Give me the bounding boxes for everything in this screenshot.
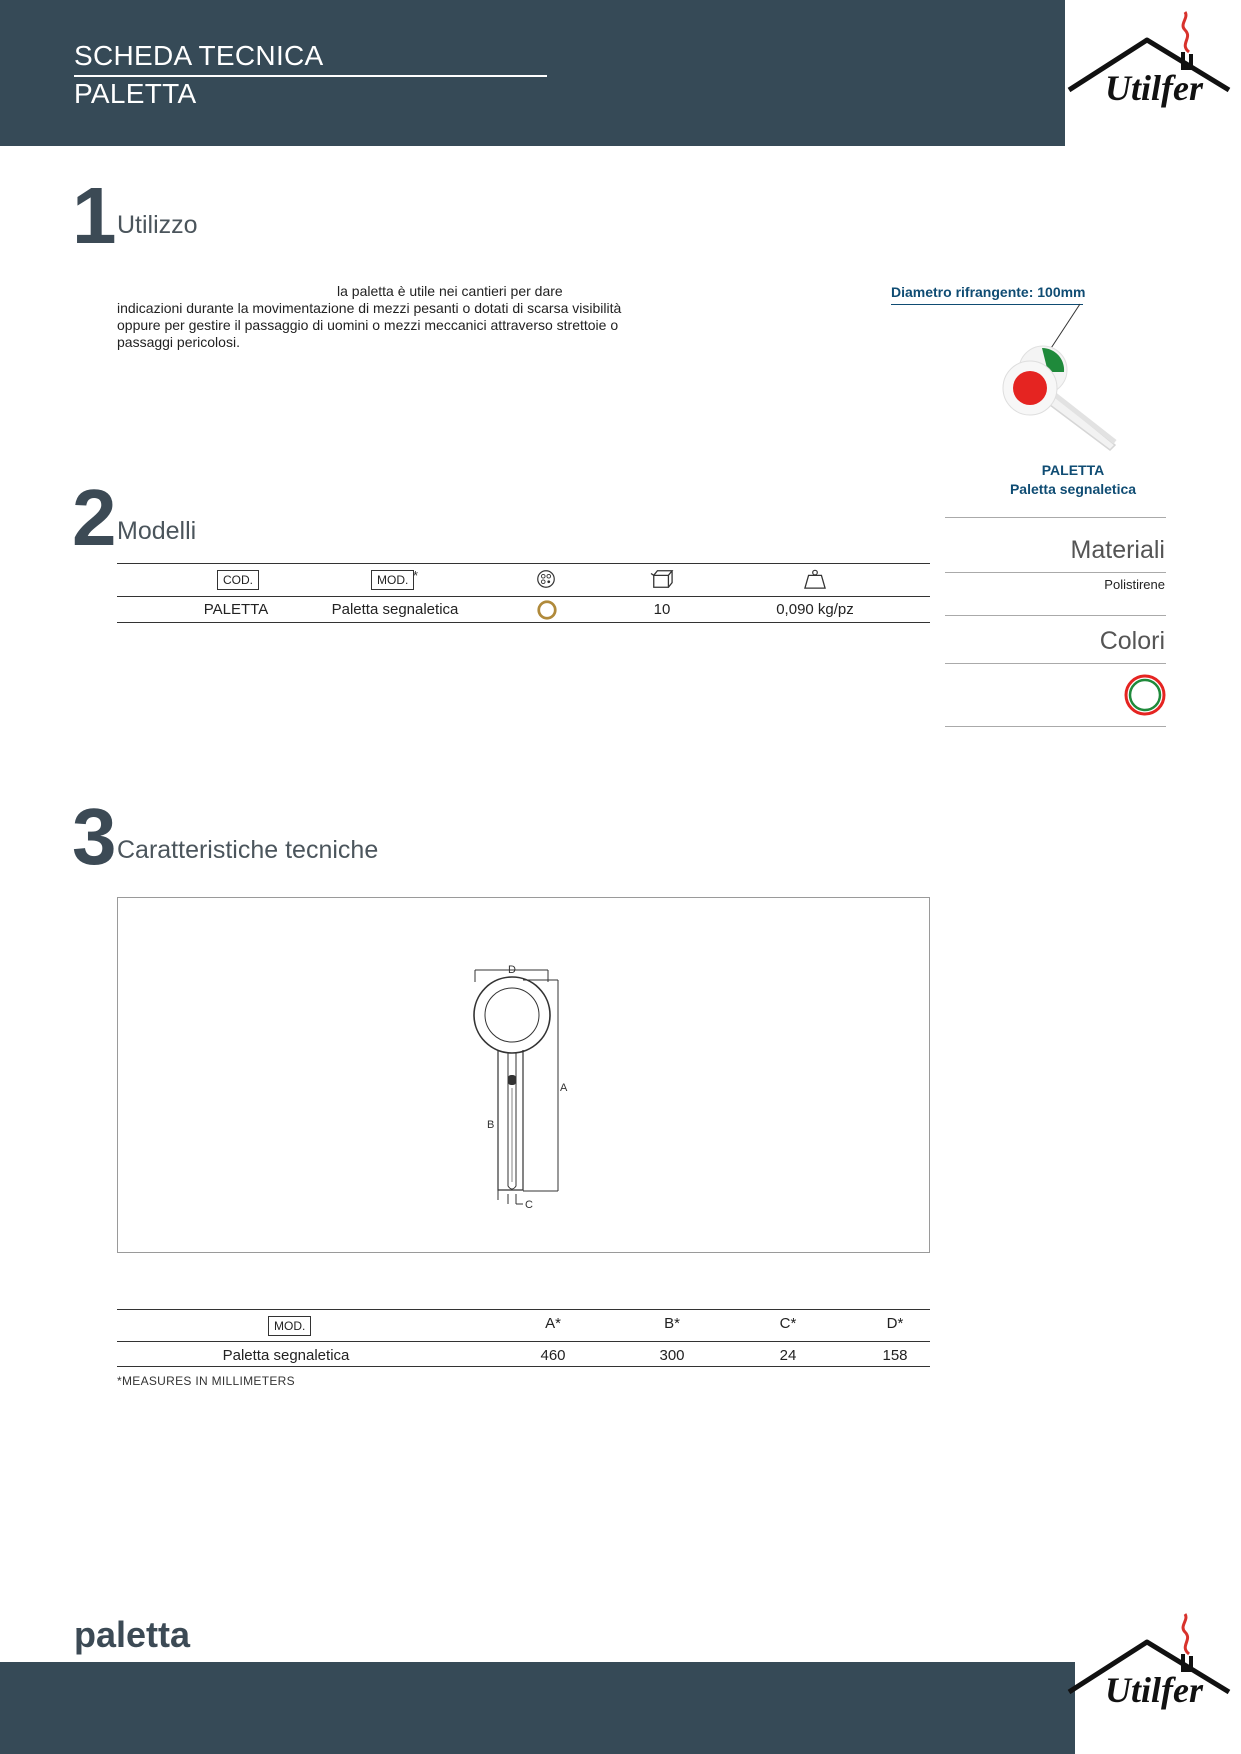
dims-b-header: B* xyxy=(664,1315,680,1332)
product-name: PALETTA xyxy=(1041,462,1105,478)
model-weight-cell: 0,090 kg/pz xyxy=(776,601,854,618)
dim-label-d: D xyxy=(508,964,516,976)
usage-text xyxy=(117,283,657,351)
section-2-title: Modelli xyxy=(117,517,197,545)
mod-header-star: * xyxy=(413,568,419,583)
red-disc xyxy=(1013,371,1047,405)
models-table-top-rule xyxy=(117,563,930,564)
weight-icon xyxy=(802,568,828,590)
logo-text: Utilfer xyxy=(1105,68,1203,108)
footer-band xyxy=(0,1662,1075,1754)
model-qty-cell: 10 xyxy=(653,601,671,618)
technical-drawing xyxy=(465,960,585,1220)
section-1-number: 1 xyxy=(72,171,117,260)
product-desc: Paletta segnaletica xyxy=(1009,481,1137,497)
section-1-title: Utilizzo xyxy=(117,211,198,239)
dim-label-b: B xyxy=(487,1119,495,1131)
product-image xyxy=(960,300,1160,470)
cod-header: COD. xyxy=(217,570,259,590)
mod-header: MOD. xyxy=(371,570,414,590)
sidebar-rule-3 xyxy=(945,615,1166,616)
section-3-title: Caratteristiche tecniche xyxy=(117,836,379,864)
header-band xyxy=(0,0,1065,146)
usage-line-3: oppure per gestire il passaggio di uomini o mezzi meccanici attraverso strettoie o xyxy=(117,317,619,333)
sidebar-rule-1 xyxy=(945,517,1166,518)
footer-title: paletta xyxy=(74,1614,191,1655)
model-color-swatch xyxy=(536,599,558,621)
logo-smoke-icon xyxy=(1183,12,1189,52)
materials-title: Materiali xyxy=(1070,536,1165,564)
color-icon xyxy=(535,568,557,590)
usage-line-2: indicazioni durante la movimentazione di mezzi pesanti o dotati di scarsa visibilità xyxy=(117,300,622,316)
measures-note: *MEASURES IN MILLIMETERS xyxy=(117,1374,295,1388)
sidebar-rule-5 xyxy=(945,726,1166,727)
brand-logo xyxy=(1061,8,1241,118)
dim-label-c: C xyxy=(525,1199,533,1211)
footer-brand-logo xyxy=(1061,1610,1241,1720)
section-3-number: 3 xyxy=(72,792,117,881)
dims-a-cell: 460 xyxy=(540,1347,566,1364)
dims-mod-header: MOD. xyxy=(268,1316,311,1336)
sidebar-rule-2 xyxy=(945,572,1166,573)
package-icon xyxy=(648,568,676,590)
models-table-bottom-rule xyxy=(117,622,930,623)
footer-logo-text: Utilfer xyxy=(1105,1670,1203,1710)
footer-logo-smoke-icon xyxy=(1183,1614,1189,1654)
reflective-diameter-note: Diametro rifrangente: 100mm xyxy=(891,284,1086,300)
dims-a-header: A* xyxy=(545,1315,561,1332)
dims-c-cell: 24 xyxy=(779,1347,797,1364)
usage-line-1: la paletta è utile nei cantieri per dare xyxy=(337,283,563,299)
dims-table-mid-rule xyxy=(117,1341,930,1342)
models-table-mid-rule xyxy=(117,596,930,597)
model-mod-cell: Paletta segnaletica xyxy=(331,601,459,618)
sidebar-rule-4 xyxy=(945,663,1166,664)
header-subtitle: PALETTA xyxy=(74,78,197,109)
model-cod-cell: PALETTA xyxy=(203,601,269,618)
dim-label-a: A xyxy=(560,1082,568,1094)
colors-title: Colori xyxy=(1099,627,1165,655)
dims-table-top-rule xyxy=(117,1309,930,1310)
section-2-number: 2 xyxy=(72,473,117,562)
color-swatch-red-green xyxy=(1123,673,1167,717)
dims-d-cell: 158 xyxy=(882,1347,908,1364)
material-value: Polistirene xyxy=(1104,577,1165,592)
dims-c-header: C* xyxy=(779,1315,797,1332)
dims-b-cell: 300 xyxy=(659,1347,685,1364)
usage-line-4: passaggi pericolosi. xyxy=(117,334,240,350)
dims-d-header: D* xyxy=(886,1315,904,1332)
header-divider xyxy=(74,75,547,77)
dims-table-bottom-rule xyxy=(117,1366,930,1367)
dims-mod-cell: Paletta segnaletica xyxy=(222,1347,350,1364)
header-title: SCHEDA TECNICA xyxy=(74,40,324,71)
